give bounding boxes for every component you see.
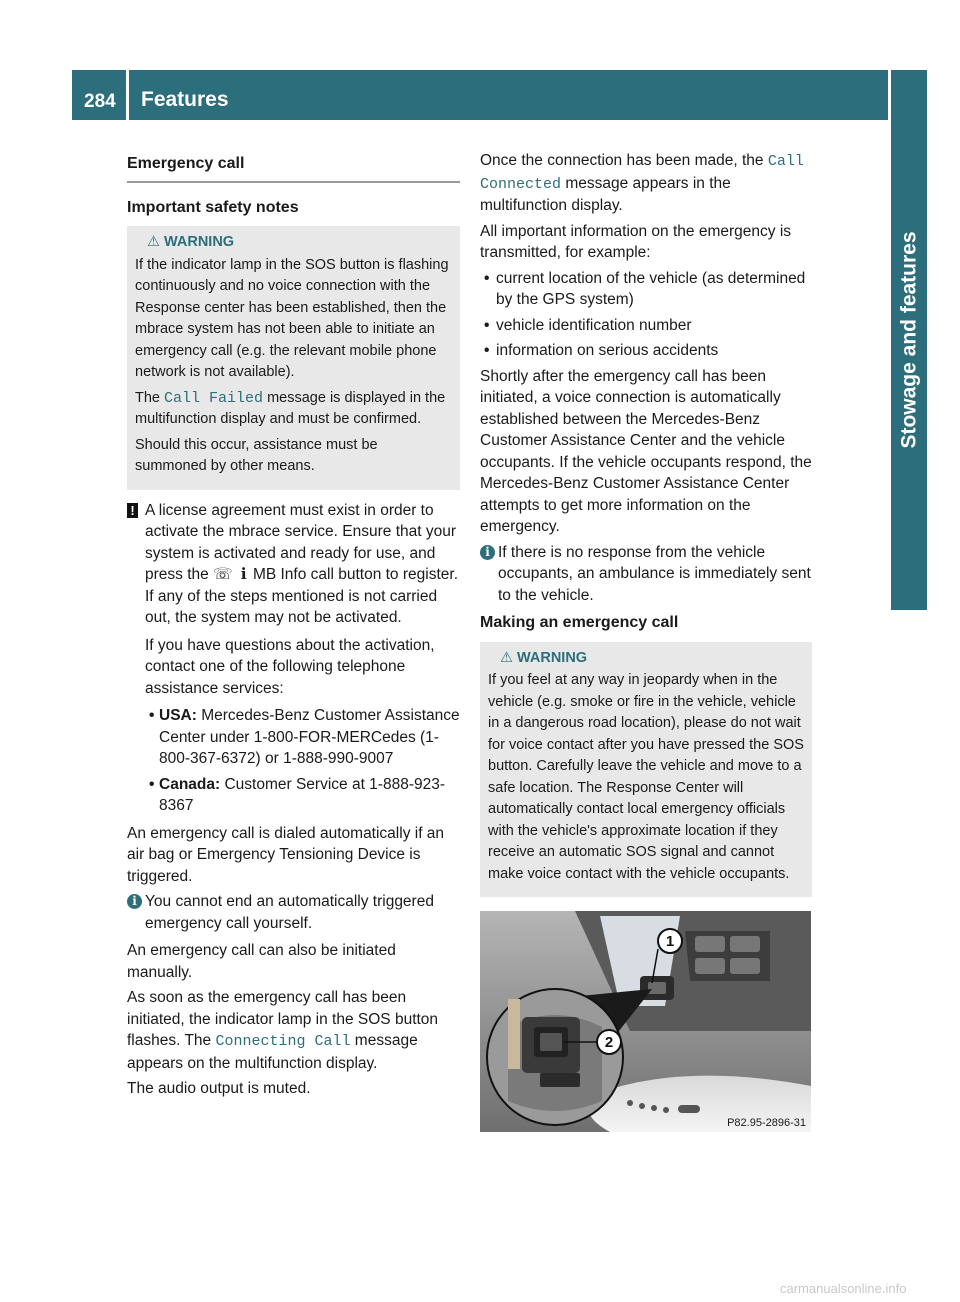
info-text: If there is no response from the vehicle occupants, an ambulance is immediately sent to the vehicle. (498, 543, 811, 604)
assistance-list (145, 705, 460, 817)
display-message-call-connected: Call Connected (480, 153, 804, 193)
info-text: You cannot end an automatically triggered emergency call yourself. (145, 893, 434, 932)
subheading-making-call: Making an emergency call (480, 614, 679, 631)
watermark-footer[interactable]: carmanualsonline.info (780, 1281, 907, 1296)
list-item-usa: • USA: Mercedes-Benz Customer Assistance Center under 1-800-FOR-MERCedes (1-800-367-6372) or 1-888-990-9007 (145, 705, 460, 770)
header-divider (126, 70, 129, 120)
section-title: Emergency call (127, 153, 460, 183)
paragraph-muted: The audio output is muted. (127, 1080, 311, 1097)
right-column (480, 150, 812, 1132)
warning-text: If the indicator lamp in the SOS button is flashing continuously and no voice connection with the Response center has been established, then the mbrace system has not been able to initiate an emergency call (e.g. the relevant mobile phone network is not available). (135, 256, 449, 380)
transmitted-info-list (480, 268, 812, 362)
figure-callout-1: 1 (665, 933, 675, 950)
caution-note (127, 500, 460, 817)
paragraph-manual: An emergency call can also be initiated manually. (127, 942, 396, 981)
caution-icon: ! (127, 503, 138, 518)
info-note-cannot-end (127, 891, 460, 934)
paragraph-shortly: Shortly after the emergency call has been initiated, a voice connection is automatically established between the Mercedes-Benz Customer Assistance Center and the vehicle occupants. If the vehicle occupants respond, the Mercedes-Benz Customer Assistance Center attempts to get more information on the emergency. (480, 367, 812, 535)
warning-text-call-failed: The Call Failed message is displayed in the multifunction display and must be confirmed. (135, 389, 446, 427)
warning-triangle-icon: ⚠ (500, 649, 513, 666)
page-header (72, 70, 888, 120)
warning-box (127, 226, 460, 490)
warning-label: WARNING (517, 649, 588, 666)
display-message-connecting-call: Connecting Call (215, 1033, 351, 1050)
figure-reference: P82.95-2896-31 (727, 1117, 806, 1129)
warning-heading (488, 648, 804, 670)
list-item-canada: • Canada: Customer Service at 1-888-923-8367 (145, 774, 460, 817)
left-column (127, 150, 460, 1104)
warning-heading (135, 232, 452, 254)
page-title: Features (141, 88, 229, 111)
sos-button-figure (480, 911, 811, 1132)
warning-text-assistance: Should this occur, assistance must be summoned by other means. (135, 436, 378, 474)
paragraph-indicator: As soon as the emergency call has been initiated, the indicator lamp in the SOS button flashes. The Connecting Call message appears on the multifunction display. (127, 989, 439, 1072)
info-icon: i (127, 894, 142, 909)
mb-info-call-button-icon: ☏ ℹ (213, 566, 249, 583)
warning-triangle-icon: ⚠ (147, 234, 160, 250)
page-number: 284 (84, 91, 116, 112)
paragraph-connected: Once the connection has been made, the Call Connected message appears in the multifunction display. (480, 152, 804, 214)
chapter-tab (891, 70, 927, 610)
overhead-control-panel-illustration (480, 911, 811, 1132)
paragraph-auto-call: An emergency call is dialed automatically if an air bag or Emergency Tensioning Device is triggered. (127, 824, 445, 885)
caution-text-license: A license agreement must exist in order to activate the mbrace service. Ensure that your system is activated and ready for use, and press the ☏ ℹ MB Info call button to register. If any of the steps mentioned is not carried out, the system may not be activated. (145, 501, 458, 626)
list-item: • information on serious accidents (480, 340, 812, 362)
list-item: • vehicle identification number (480, 315, 812, 337)
warning-text: If you feel at any way in jeopardy when in the vehicle (e.g. smoke or fire in the vehicle, vehicle in a dangerous road location), please do not wait for voice contact after you have pressed the SOS button. Carefully leave the vehicle and move to a safe location. The Response Center will automatically contact local emergency officials with the vehicle's approximate location if they receive an automatic SOS signal and cannot make voice contact with the vehicle occupants. (488, 672, 804, 882)
list-item: • current location of the vehicle (as determined by the GPS system) (480, 268, 812, 311)
figure-callout-2: 2 (604, 1034, 614, 1051)
paragraph-transmitted: All important information on the emergency is transmitted, for example: (480, 222, 792, 261)
caution-text-contact: If you have questions about the activation, contact one of the following telephone assistance services: (145, 636, 435, 697)
info-note-no-response (480, 542, 812, 607)
chapter-tab-label: Stowage and features (897, 231, 921, 449)
subheading-safety-notes: Important safety notes (127, 198, 299, 216)
display-message-call-failed: Call Failed (164, 389, 264, 407)
warning-box (480, 642, 812, 898)
info-icon: i (480, 545, 495, 560)
warning-label: WARNING (164, 234, 235, 250)
